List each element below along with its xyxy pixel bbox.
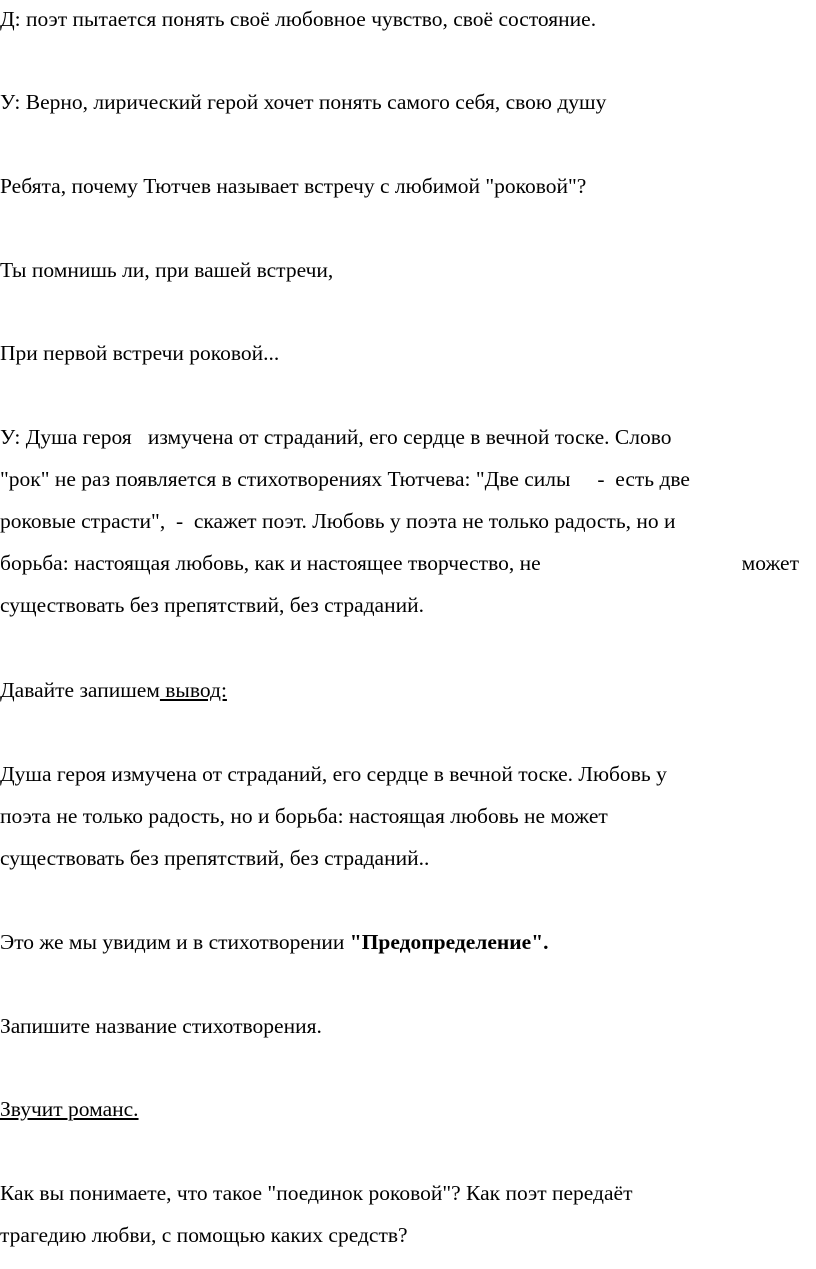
conclusion-prompt-text: Давайте запишем bbox=[0, 678, 160, 702]
paragraph-line: У: Душа героя измучена от страданий, его сердце в вечной тоске. Слово bbox=[0, 425, 672, 449]
paragraph-line-end: может bbox=[741, 551, 799, 575]
poem-quote-line-2: При первой встречи роковой... bbox=[0, 341, 280, 365]
romance-note: Звучит романс. bbox=[0, 1097, 139, 1121]
paragraph-line: роковые страсти", - скажет поэт. Любовь у поэта не только радость, но и bbox=[0, 509, 676, 533]
paragraph-line: существовать без препятствий, без страданий.. bbox=[0, 846, 430, 870]
paragraph-line: Как вы понимаете, что такое "поединок роковой"? Как поэт передаёт bbox=[0, 1181, 633, 1205]
paragraph-line: поэта не только радость, но и борьба: настоящая любовь не может bbox=[0, 804, 608, 828]
poem-reference bbox=[0, 932, 549, 954]
writing-instruction: Запишите название стихотворения. bbox=[0, 1014, 322, 1038]
paragraph-line: существовать без препятствий, без страданий. bbox=[0, 593, 424, 617]
poem-title: "Предопределение". bbox=[349, 930, 549, 954]
dialogue-student-answer: Д: поэт пытается понять своё любовное чувство, своё состояние. bbox=[0, 7, 597, 31]
poem-reference-text: Это же мы увидим и в стихотворении bbox=[0, 930, 350, 954]
poem-quote-line-1: Ты помнишь ли, при вашей встречи, bbox=[0, 258, 334, 282]
conclusion-prompt bbox=[0, 680, 227, 702]
paragraph-line: трагедию любви, с помощью каких средств? bbox=[0, 1223, 408, 1247]
paragraph-line: Душа героя измучена от страданий, его сердце в вечной тоске. Любовь у bbox=[0, 762, 667, 786]
paragraph-line-start: борьба: настоящая любовь, как и настоящее творчество, не bbox=[0, 551, 541, 575]
conclusion-label: вывод: bbox=[159, 678, 227, 702]
paragraph-line: "рок" не раз появляется в стихотворениях Тютчева: "Две силы - есть две bbox=[0, 467, 690, 491]
teacher-question: Ребята, почему Тютчев называет встречу с любимой "роковой"? bbox=[0, 174, 587, 198]
dialogue-teacher-reply: У: Верно, лирический герой хочет понять самого себя, свою душу bbox=[0, 90, 607, 114]
paragraph-line bbox=[0, 553, 799, 575]
